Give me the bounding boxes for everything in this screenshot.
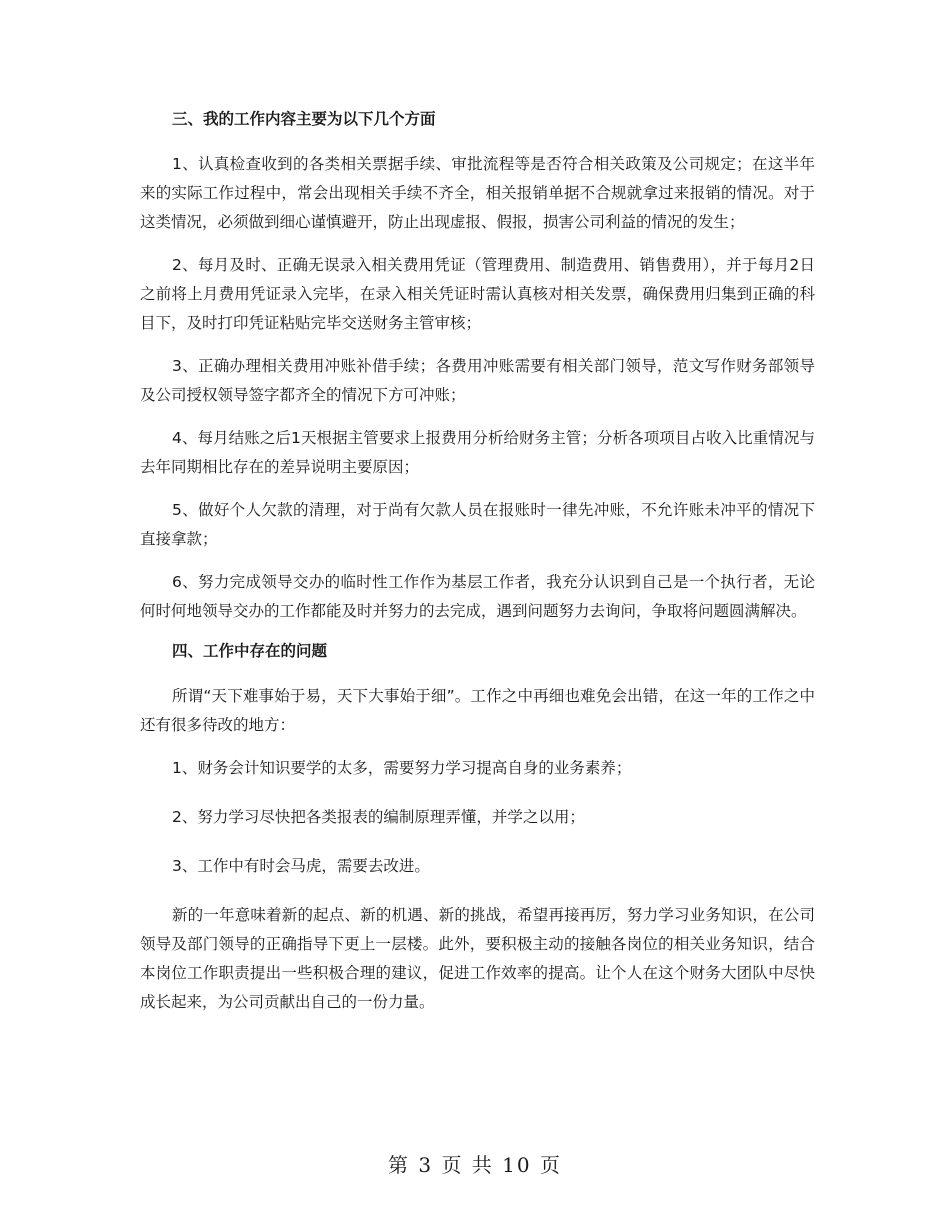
section-intro-paragraph: 所谓“天下难事始于易，天下大事始于细”。工作之中再细也难免会出错，在这一年的工作之中还有很多待改的地方： (140, 687, 815, 734)
list-item: 1、财务会计知识要学的太多，需要努力学习提高自身的业务素养； (172, 759, 632, 777)
list-item: 6、努力完成领导交办的临时性工作作为基层工作者，我充分认识到自己是一个执行者，无论何时何地领导交办的工作都能及时并努力的去完成，遇到问题努力去询问，争取将问题圆满解决。 (140, 573, 815, 620)
list-item: 1、认真检查收到的各类相关票据手续、审批流程等是否符合相关政策及公司规定；在这半年来的实际工作过程中，常会出现相关手续不齐全，相关报销单据不合规就拿过来报销的情况。对于这类情况，必须做到细心谨慎避开，防止出现虚报、假报，损害公司利益的情况的发生； (140, 155, 815, 231)
section-heading-problems: 四、工作中存在的问题 (172, 642, 328, 660)
page-number-footer: 第 3 页 共 10 页 (388, 1153, 562, 1177)
list-item: 5、做好个人欠款的清理，对于尚有欠款人员在报账时一律先冲账，不允许账未冲平的情况下直接拿款； (140, 501, 815, 548)
list-item: 4、每月结账之后1天根据主管要求上报费用分析给财务主管；分析各项项目占收入比重情况与去年同期相比存在的差异说明主要原因； (140, 429, 815, 476)
list-item: 2、努力学习尽快把各类报表的编制原理弄懂，并学之以用； (172, 808, 585, 826)
list-item: 2、每月及时、正确无误录入相关费用凭证（管理费用、制造费用、销售费用），并于每月2日之前将上月费用凭证录入完毕，在录入相关凭证时需认真核对相关发票，确保费用归集到正确的科目下，及时打印凭证粘贴完毕交送财务主管审核； (140, 256, 815, 332)
document-body (140, 108, 815, 1031)
section-heading-work-content: 三、我的工作内容主要为以下几个方面 (172, 110, 436, 128)
closing-paragraph: 新的一年意味着新的起点、新的机遇、新的挑战，希望再接再厉，努力学习业务知识，在公司领导及部门领导的正确指导下更上一层楼。此外，要积极主动的接触各岗位的相关业务知识，结合本岗位工作职责提出一些积极合理的建议，促进工作效率的提高。让个人在这个财务大团队中尽快成长起来，为公司贡献出自己的一份力量。 (140, 906, 815, 1011)
list-item: 3、正确办理相关费用冲账补借手续；各费用冲账需要有相关部门领导，范文写作财务部领导及公司授权领导签字都齐全的情况下方可冲账； (140, 357, 815, 404)
list-item: 3、工作中有时会马虎，需要去改进。 (172, 857, 430, 875)
